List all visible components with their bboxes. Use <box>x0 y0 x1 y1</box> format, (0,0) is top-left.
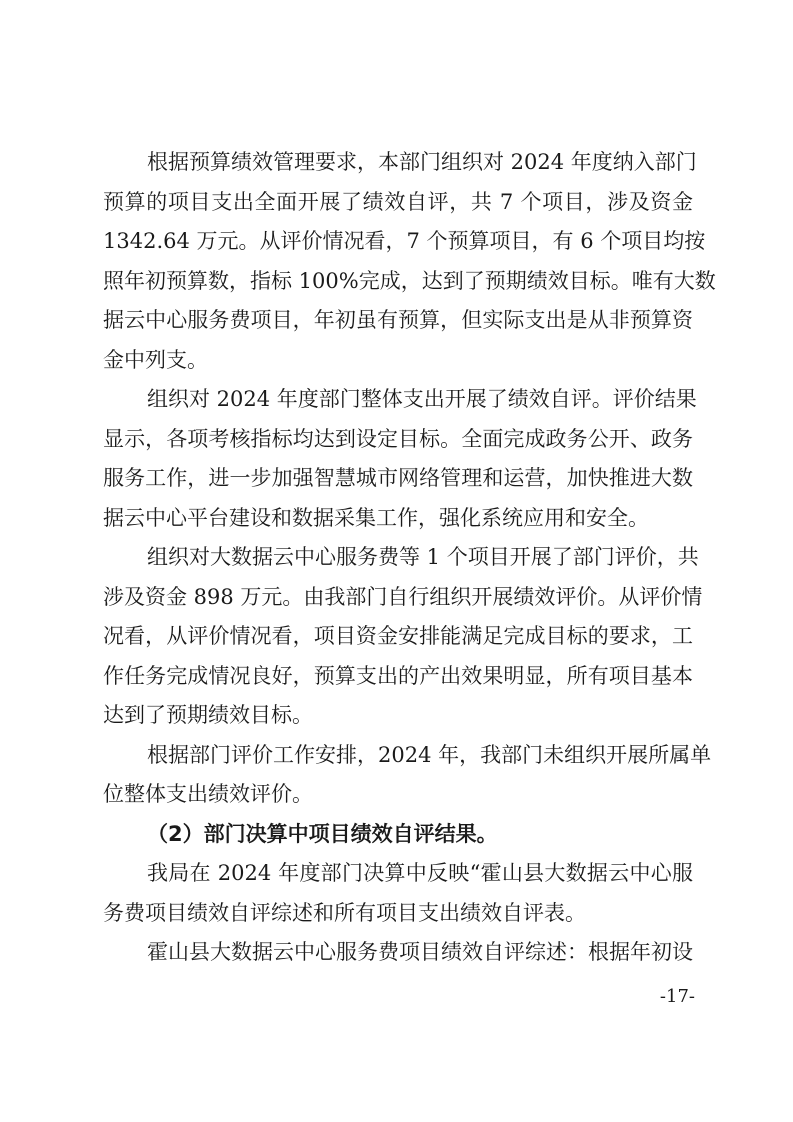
text-line: 照年初预算数，指标 100%完成，达到了预期绩效目标。唯有大数 <box>103 268 716 293</box>
text-line: 位整体支出绩效评价。 <box>103 782 313 806</box>
heading-text: （2）部门决算中项目绩效自评结果。 <box>147 821 498 846</box>
paragraph-4 <box>103 736 712 815</box>
text-line: 服务工作，进一步加强智慧城市网络管理和运营，加快推进大数 <box>103 466 693 490</box>
text-line: 涉及资金 898 万元。由我部门自行组织开展绩效评价。从评价情 <box>103 584 703 609</box>
paragraph-3 <box>103 538 703 736</box>
text-line: 据云中心服务费项目，年初虽有预算，但实际支出是从非预算资 <box>103 308 693 332</box>
paragraph-6 <box>103 933 693 973</box>
text-line: 况看，从评价情况看，项目资金安排能满足完成目标的要求，工 <box>103 624 693 648</box>
paragraph-2 <box>103 380 697 538</box>
text-line: 组织对 2024 年度部门整体支出开展了绩效自评。评价结果 <box>147 387 697 411</box>
text-line: 根据部门评价工作安排，2024 年，我部门未组织开展所属单 <box>147 742 712 767</box>
text-line: 1342.64 万元。从评价情况看，7 个预算项目，有 6 个项目均按 <box>103 229 706 253</box>
text-line: 据云中心平台建设和数据采集工作，强化系统应用和安全。 <box>103 505 649 530</box>
text-line: 我局在 2024 年度部门决算中反映“霍山县大数据云中心服 <box>147 861 693 885</box>
text-line: 组织对大数据云中心服务费等 1 个项目开展了部门评价，共 <box>147 545 699 569</box>
section-heading <box>103 815 693 855</box>
text-line: 务费项目绩效自评综述和所有项目支出绩效自评表。 <box>103 900 586 925</box>
text-line: 霍山县大数据云中心服务费项目绩效自评综述：根据年初设 <box>147 940 693 964</box>
text-line: 金中列支。 <box>103 347 208 372</box>
page-number: -17- <box>659 986 695 1007</box>
text-line: 达到了预期绩效目标。 <box>103 703 313 727</box>
paragraph-5 <box>103 854 693 933</box>
body-text <box>103 143 716 973</box>
text-line: 作任务完成情况良好，预算支出的产出效果明显，所有项目基本 <box>103 663 693 688</box>
text-line: 显示，各项考核指标均达到设定目标。全面完成政务公开、政务 <box>103 426 693 451</box>
text-line: 根据预算绩效管理要求，本部门组织对 2024 年度纳入部门 <box>147 150 697 174</box>
text-line: 预算的项目支出全面开展了绩效自评，共 7 个项目，涉及资金 <box>103 189 693 214</box>
paragraph-1 <box>103 143 716 380</box>
